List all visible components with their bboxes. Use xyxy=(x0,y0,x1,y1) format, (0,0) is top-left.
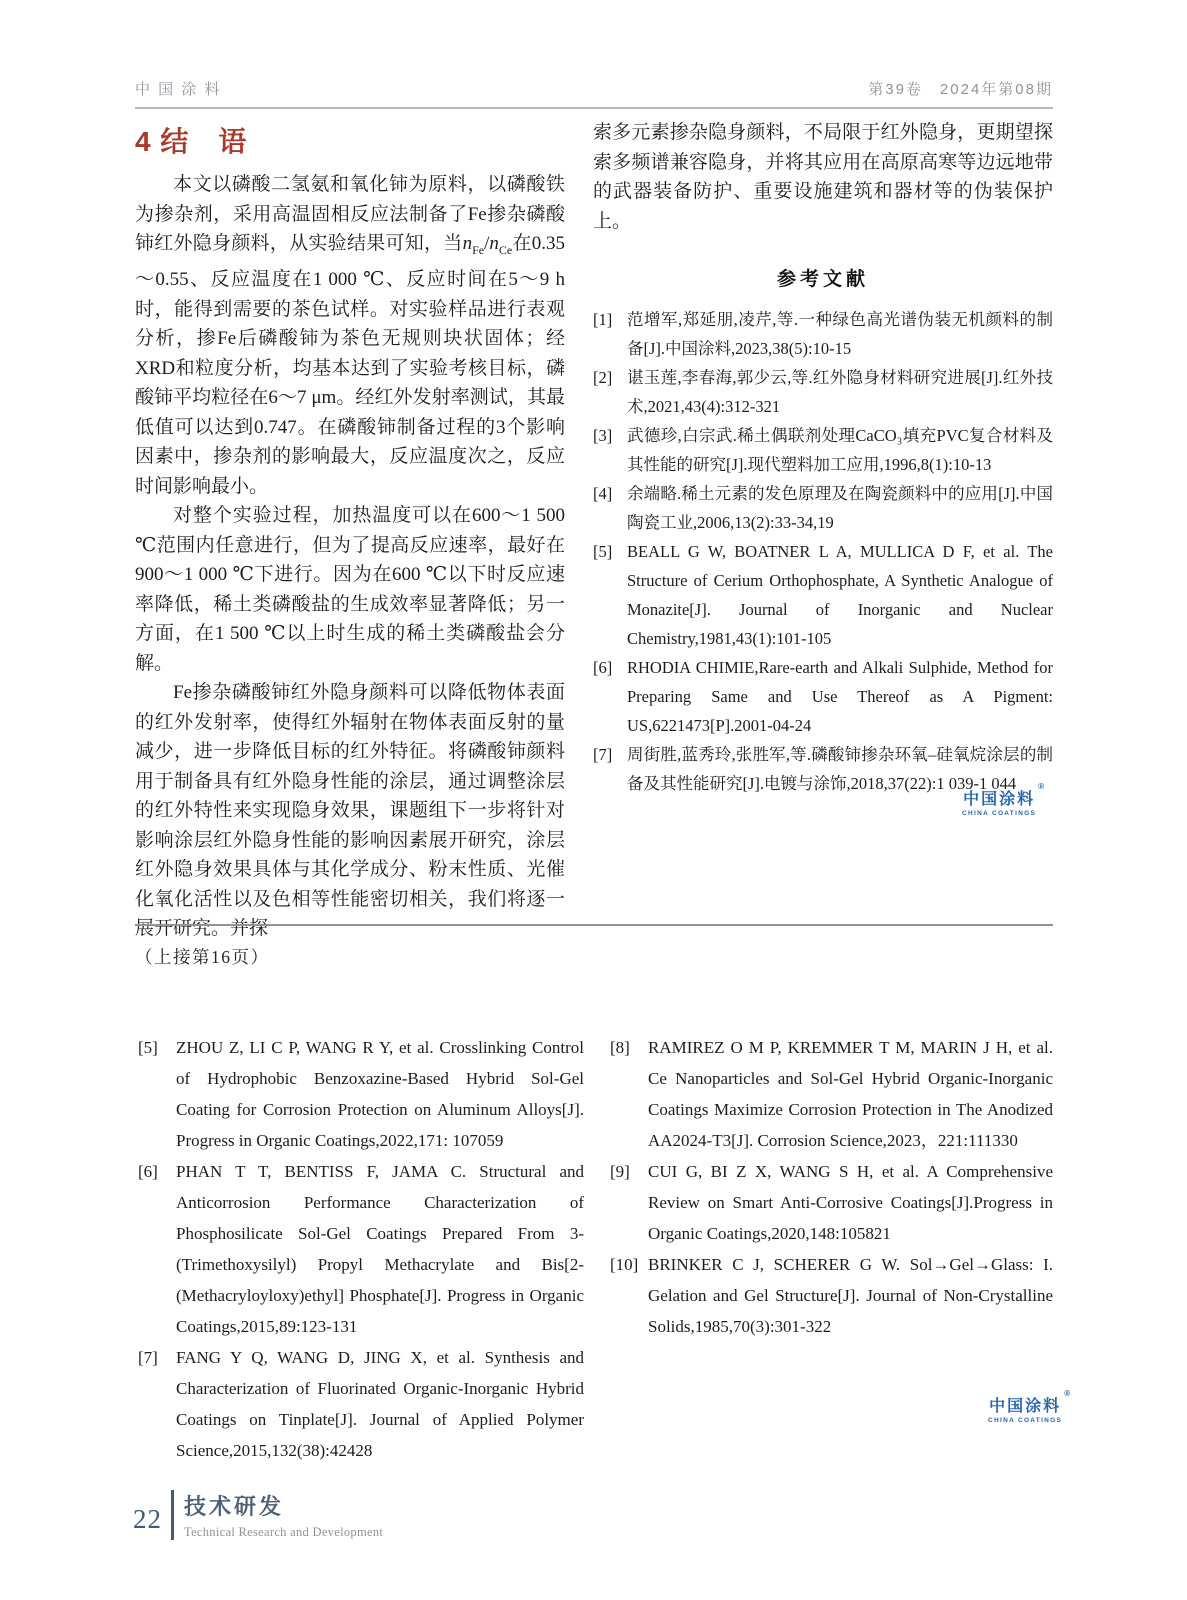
continued-references-section xyxy=(138,1032,1053,1466)
conclusion-paragraph-2: 对整个实验过程，加热温度可以在600～1 500 ℃范围内任意进行，但为了提高反应速率，最好在900～1 000 ℃下进行。因为在600 ℃以下时反应速率降低，稀土类磷酸盐的生成效率显著降低；另一方面，在1 500 ℃以上时生成的稀土类磷酸盐会分解。 xyxy=(135,505,565,674)
reference-item xyxy=(593,653,1053,740)
reference-text: BRINKER C J, SCHERER G W. Sol→Gel→Glass: I. Gelation and Gel Structure[J]. Journal of Non-Crystalline Solids,1985,70(3):301-322 xyxy=(648,1255,1053,1336)
page-header xyxy=(135,78,1053,109)
reference-number: [6] xyxy=(138,1162,158,1181)
references-heading: 参考文献 xyxy=(776,269,869,290)
reference-item xyxy=(138,1156,584,1342)
conclusion-paragraph-continued: 索多元素掺杂隐身颜料，不局限于红外隐身，更期望探索多频谱兼容隐身，并将其应用在高原高寒等边远地带的武器装备防护、重要设施建筑和器材等的伪装保护上。 xyxy=(593,122,1053,232)
conclusion-section xyxy=(135,118,1053,944)
reference-number: [9] xyxy=(610,1162,630,1181)
footer-section-en: Technical Research and Development xyxy=(184,1525,384,1539)
reference-number: [7] xyxy=(138,1348,158,1367)
reference-number: [1] xyxy=(593,310,613,329)
references-left-column xyxy=(138,1032,584,1466)
references-right-column xyxy=(610,1032,1053,1466)
reference-text: BEALL G W, BOATNER L A, MULLICA D F, et al. The Structure of Cerium Orthophosphate, A Synthetic Analogue of Monazite[J]. Journal of Inorganic and Nuclear Chemistry,1981,43(1):101-105 xyxy=(627,542,1053,648)
reference-number: [2] xyxy=(593,368,613,387)
reference-number: [4] xyxy=(593,484,613,503)
footer-divider-bar xyxy=(171,1490,174,1540)
reference-number: [5] xyxy=(593,542,613,561)
reference-number: [10] xyxy=(610,1255,639,1274)
reference-number: [5] xyxy=(138,1038,158,1057)
reference-text: 范增军,郑延朋,凌芹,等.一种绿色高光谱伪装无机颜料的制备[J].中国涂料,2023,38(5):10-15 xyxy=(627,310,1053,358)
logo-text-en: CHINA COATINGS xyxy=(988,1417,1063,1424)
reference-item xyxy=(610,1032,1053,1156)
reference-item xyxy=(593,537,1053,653)
reference-text: 周街胜,蓝秀玲,张胜军,等.磷酸铈掺杂环氧–硅氧烷涂层的制备及其性能研究[J].电镀与涂饰,2018,37(22):1 039-1 044 xyxy=(627,745,1053,793)
page-footer xyxy=(133,1490,383,1540)
logo-text-cn: 中国涂料 ® xyxy=(989,1389,1071,1415)
registered-mark: ® xyxy=(1064,1389,1071,1398)
reference-text: PHAN T T, BENTISS F, JAMA C. Structural and Anticorrosion Performance Characterization of Phosphosilicate Sol-Gel Coatings Prepared From 3-(Trimethoxysilyl) Propyl Methacrylate and Bis[2-(Methacryloyloxy)ethyl] Phosphate[J]. Progress in Organic Coatings,2015,89:123-131 xyxy=(176,1162,584,1336)
conclusion-paragraph-3: Fe掺杂磷酸铈红外隐身颜料可以降低物体表面的红外发射率，使得红外辐射在物体表面反射的量减少，进一步降低目标的红外特征。将磷酸铈颜料用于制备具有红外隐身性能的涂层，通过调整涂层的红外特性来实现隐身效果，课题组下一步将针对影响涂层红外隐身性能的影响因素展开研究，涂层红外隐身效果具体与其化学成分、粉末性质、光催化氧化活性以及色相等性能密切相关，我们将逐一展开研究。并探 xyxy=(135,682,565,940)
issue-info: 第39卷 2024年第08期 xyxy=(868,81,1053,98)
conclusion-paragraph-1: 本文以磷酸二氢氨和氧化铈为原料，以磷酸铁为掺杂剂，采用高温固相反应法制备了Fe掺杂磷酸铈红外隐身颜料，从实验结果可知，当$n_{Fe}/n_{Ce}$在0.35～0.55、反应温度在1 000 ℃、反应时间在5～9 h时，能得到需要的茶色试样。对实验样品进行表观分析，掺Fe后磷酸铈为茶色无规则块状固体；经XRD和粒度分析，均基本达到了实验考核目标，磷酸铈平均粒径在6～7 μm。经红外发射率测试，其最低值可以达到0.747。在磷酸铈制备过程的3个影响因素中，掺杂剂的影响最大，反应温度次之，反应时间影响最小。 xyxy=(135,174,565,497)
reference-item xyxy=(593,479,1053,537)
footer-section-cn: 技术研发 xyxy=(184,1494,285,1519)
page-number: 22 xyxy=(133,1504,162,1534)
reference-number: [6] xyxy=(593,658,613,677)
reference-text: ZHOU Z, LI C P, WANG R Y, et al. Crosslinking Control of Hydrophobic Benzoxazine-Based Hybrid Sol-Gel Coating for Corrosion Protection on Aluminum Alloys[J]. Progress in Organic Coatings,2022,171: 107059 xyxy=(176,1038,584,1150)
reference-item xyxy=(593,421,1053,479)
registered-mark: ® xyxy=(1038,782,1045,791)
reference-text: FANG Y Q, WANG D, JING X, et al. Synthesis and Characterization of Fluorinated Organic-Inorganic Hybrid Coatings on Tinplate[J]. Journal of Applied Polymer Science,2015,132(38):42428 xyxy=(176,1348,584,1460)
reference-text: 余端略.稀土元素的发色原理及在陶瓷颜料中的应用[J].中国陶瓷工业,2006,13(2):33-34,19 xyxy=(627,484,1053,532)
reference-item xyxy=(593,363,1053,421)
conclusion-left-column xyxy=(135,118,565,944)
footer-section-title xyxy=(184,1490,383,1540)
logo-text-cn: 中国涂料 ® xyxy=(963,782,1045,808)
china-coatings-logo xyxy=(988,1389,1071,1424)
section-divider xyxy=(135,924,1053,926)
reference-number: [3] xyxy=(593,426,613,445)
reference-item xyxy=(138,1342,584,1466)
reference-item xyxy=(610,1156,1053,1249)
logo-text-en: CHINA COATINGS xyxy=(962,810,1037,817)
reference-text: 谌玉莲,李春海,郭少云,等.红外隐身材料研究进展[J].红外技术,2021,43(4):312-321 xyxy=(627,368,1053,416)
reference-item xyxy=(138,1032,584,1156)
reference-number: [8] xyxy=(610,1038,630,1057)
reference-text: RHODIA CHIMIE,Rare-earth and Alkali Sulphide, Method for Preparing Same and Use Thereof as A Pigment: US,6221473[P].2001-04-24 xyxy=(627,658,1053,735)
reference-text: CUI G, BI Z X, WANG S H, et al. A Comprehensive Review on Smart Anti-Corrosive Coatings[J].Progress in Organic Coatings,2020,148:105821 xyxy=(648,1162,1053,1243)
reference-item xyxy=(593,305,1053,363)
reference-item xyxy=(610,1249,1053,1342)
conclusion-right-column xyxy=(593,118,1053,944)
continued-from-note: （上接第16页） xyxy=(135,947,270,967)
reference-text: RAMIREZ O M P, KREMMER T M, MARIN J H, et al. Ce Nanoparticles and Sol-Gel Hybrid Organic-Inorganic Coatings Maximize Corrosion Protection in The Anodized AA2024-T3[J]. Corrosion Science,2023，221:111330 xyxy=(648,1038,1053,1150)
reference-text: 武德珍,白宗武.稀土偶联剂处理CaCO₃填充PVC复合材料及其性能的研究[J].现代塑料加工应用,1996,8(1):10-13 xyxy=(627,426,1053,474)
section-heading-conclusion: 4 结 语 xyxy=(135,126,248,157)
journal-name: 中 国 涂 料 xyxy=(135,81,222,98)
reference-number: [7] xyxy=(593,745,613,764)
china-coatings-logo xyxy=(962,782,1045,817)
